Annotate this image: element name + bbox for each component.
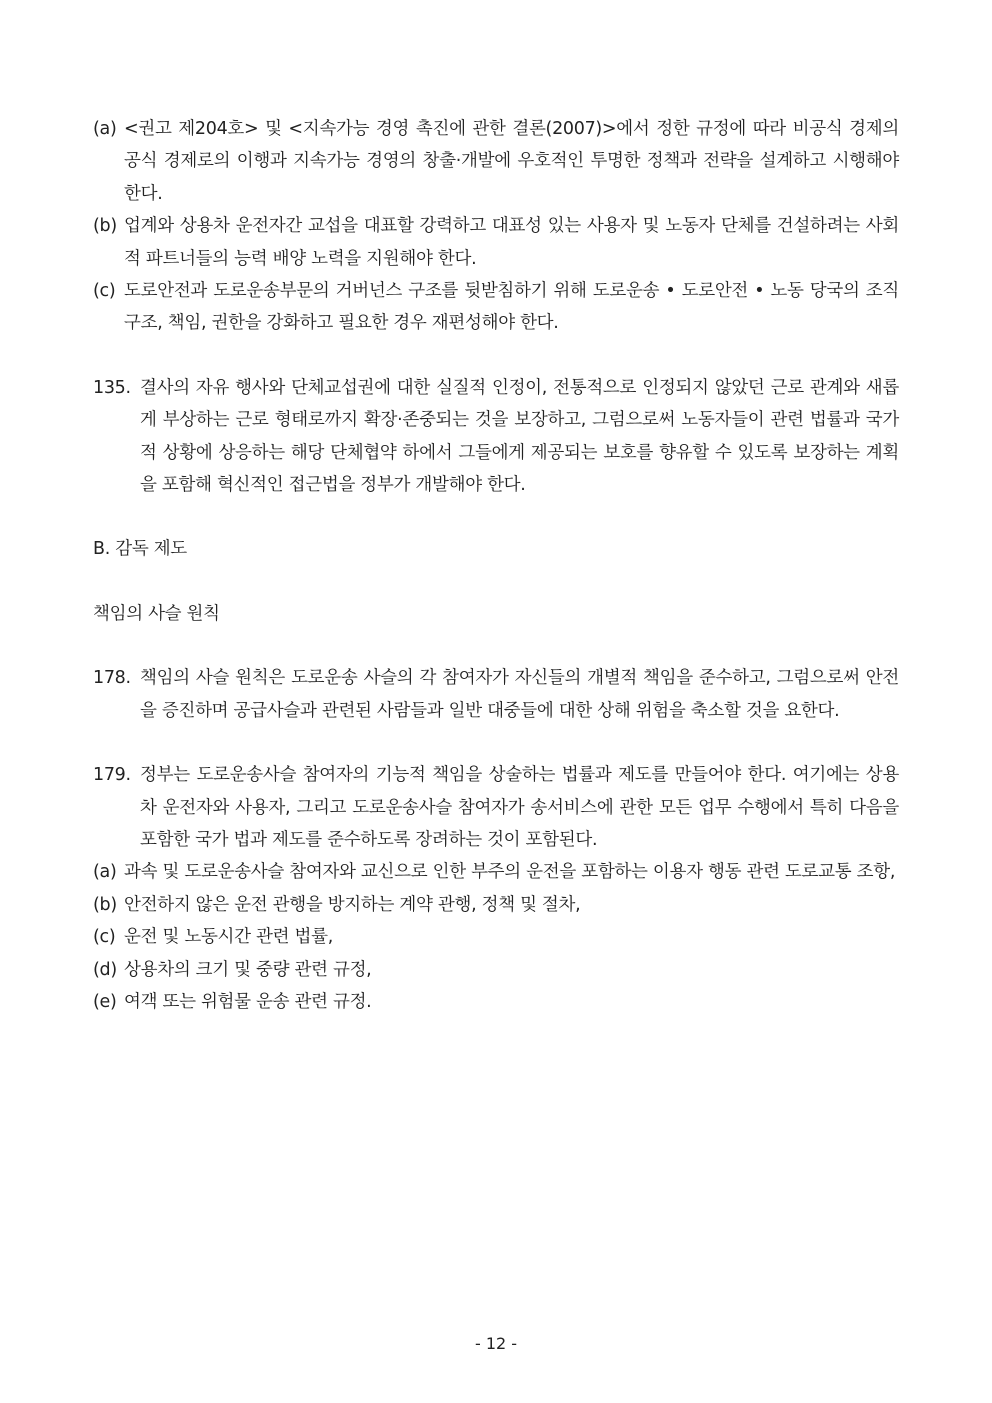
list-item-text: 도로안전과 도로운송부문의 거버넌스 구조를 뒷받침하기 위해 도로운송 • 도로안전 • 노동 당국의 조직구조, 책임, 권한을 강화하고 필요한 경우 재편성해야 한다. [124,281,899,334]
list-item-text: 상용차의 크기 및 중량 관련 규정, [124,959,372,980]
document-body [93,113,899,1018]
paragraph-178 [93,662,899,727]
paragraph-text: 책임의 사슬 원칙은 도로운송 사슬의 각 참여자가 자신들의 개별적 책임을 준수하고, 그럼으로써 안전을 증진하며 공급사슬과 관련된 사람들과 일반 대중들에 대한 상해 위험을 축소할 것을 요한다. [140,668,899,721]
list-marker: (c) [93,927,116,948]
spacer [93,630,899,662]
list-item [93,210,899,275]
list-marker: (b) [93,216,117,237]
list-marker: (a) [93,862,117,883]
paragraph-135 [93,372,899,502]
list-item [93,275,899,340]
list-item [93,856,899,888]
list-marker: (c) [93,281,116,302]
paragraph-179 [93,759,899,856]
list-marker: (a) [93,119,117,139]
paragraph-text: 결사의 자유 행사와 단체교섭권에 대한 실질적 인정이, 전통적으로 인정되지 않았던 근로 관계와 새롭게 부상하는 근로 형태로까지 확장·존중되는 것을 보장하고, 그럼으로써 노동자들이 관련 법률과 국가적 상황에 상응하는 해당 단체협약 하에서 그들에게 제공되는 보호를 향유할 수 있도록 보장하는 계획을 포함해 혁신적인 접근법을 정부가 개발해야 한다. [140,377,899,496]
list-item-text: 여객 또는 위험물 운송 관련 규정. [124,991,372,1012]
subsection-heading: 책임의 사슬 원칙 [93,603,220,624]
paragraph-number: 178. [93,668,131,689]
list-item-text: <권고 제204호> 및 <지속가능 경영 촉진에 관한 결론(2007)>에서 정한 규정에 따라 비공식 경제의 공식 경제로의 이행과 지속가능 경영의 창출·개발에 우호적인 투명한 정책과 전략을 설계하고 시행해야 한다. [124,119,899,204]
list-item-text: 안전하지 않은 운전 관행을 방지하는 계약 관행, 정책 및 절차, [124,894,581,915]
list-item-text: 운전 및 노동시간 관련 법률, [124,927,333,948]
page-number: - 12 - [474,1334,518,1353]
list-item [93,889,899,921]
list-marker: (e) [93,991,117,1012]
spacer [93,501,899,533]
list-item [93,921,899,953]
list-item-text: 과속 및 도로운송사슬 참여자와 교신으로 인한 부주의 운전을 포함하는 이용자 행동 관련 도로교통 조항, [124,862,896,883]
list-item-text: 업계와 상용차 운전자간 교섭을 대표할 강력하고 대표성 있는 사용자 및 노동자 단체를 건설하려는 사회적 파트너들의 능력 배양 노력을 지원해야 한다. [124,216,899,269]
spacer [93,340,899,372]
spacer [93,727,899,759]
paragraph-number: 135. [93,377,131,398]
list-marker: (d) [93,959,117,980]
paragraph-text: 정부는 도로운송사슬 참여자의 기능적 책임을 상술하는 법률과 제도를 만들어야 한다. 여기에는 상용차 운전자와 사용자, 그리고 도로운송사슬 참여자가 송서비스에 관한 모든 업무 수행에서 특히 다음을 포함한 국가 법과 제도를 준수하도록 장려하는 것이 포함된다. [140,765,899,850]
section-heading: B. 감독 제도 [93,539,187,560]
list-item [93,954,899,986]
list-item [93,113,899,210]
paragraph-number: 179. [93,765,131,786]
list-marker: (b) [93,894,117,915]
list-item [93,986,899,1018]
spacer [93,566,899,598]
